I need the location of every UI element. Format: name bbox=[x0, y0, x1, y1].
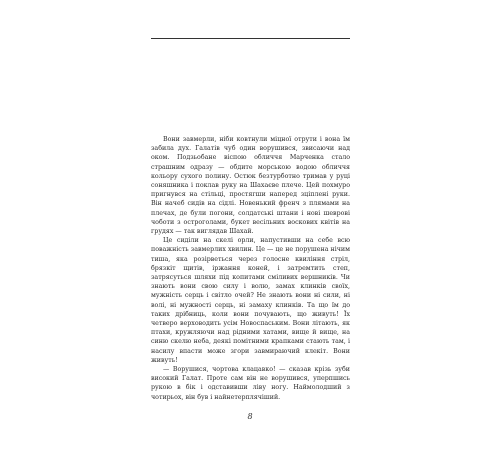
page-number: 8 bbox=[247, 412, 253, 421]
paragraph-3: — Ворушися, чортова клацавко! — сказав крізь зуби високий Галат. Проте сам він не ворушився, уперпшись рукою в бік і одставивши ліву ногу. Наймолодший з чотирьох, він був і найнетерплячіший. bbox=[151, 366, 350, 401]
header-rule bbox=[151, 38, 350, 39]
paragraph-1: Вони завмерли, ніби ковтнули міцної отрути і вона їм забила дух. Галатів чуб один ворушився, звисаючи над оком. Подзьобане віспою обличчя Марченка стало страшним одразу — обдите морською водою обличчя кольору сухого полину. Остюк безтурботно тримав у руці соняшника і поклав руку на Шахаєве плече. Цей похмуро пригнувся на стільці, простягши наперед зціплені руки. Він начеб сидів на сідлі. Новенький френч з плямами на плечах, де були погони, солдатські штани і нові шеврові чоботи з остроголами, букет весільних воскових квітів на грудях — так виглядав Шахай. bbox=[151, 136, 350, 236]
paragraph-2: Це сиділи на скелі орли, напустивши на себе всю поважність завмерлих хвилин. Це — це не порушена нічим тиша, яка розірветься через голосне квиління стріл, брязкіт щитів, іржання коней, і затремтить степ, затрясуться шляхи під копитами сміливих вершників. Чи знають вони свою силу і волю, замах клинків своїх, мужність серць і світло очей? Не знають вони ні сили, ні волі, ні мужності серць, ні замаху клинків. Та що їм до таких дрібниць, коли вони почувають, що живуть! Їх четверо верховодить усім Новоспаським. Вони літають, як птахи, кружляючи над рідними хатами, вище й вище, на синю скелю неба, деякі помітними крапками стають там, і насилу впасти може згори завмираючий клекіт. Вони живуть! bbox=[151, 237, 350, 364]
body-text bbox=[151, 135, 350, 402]
